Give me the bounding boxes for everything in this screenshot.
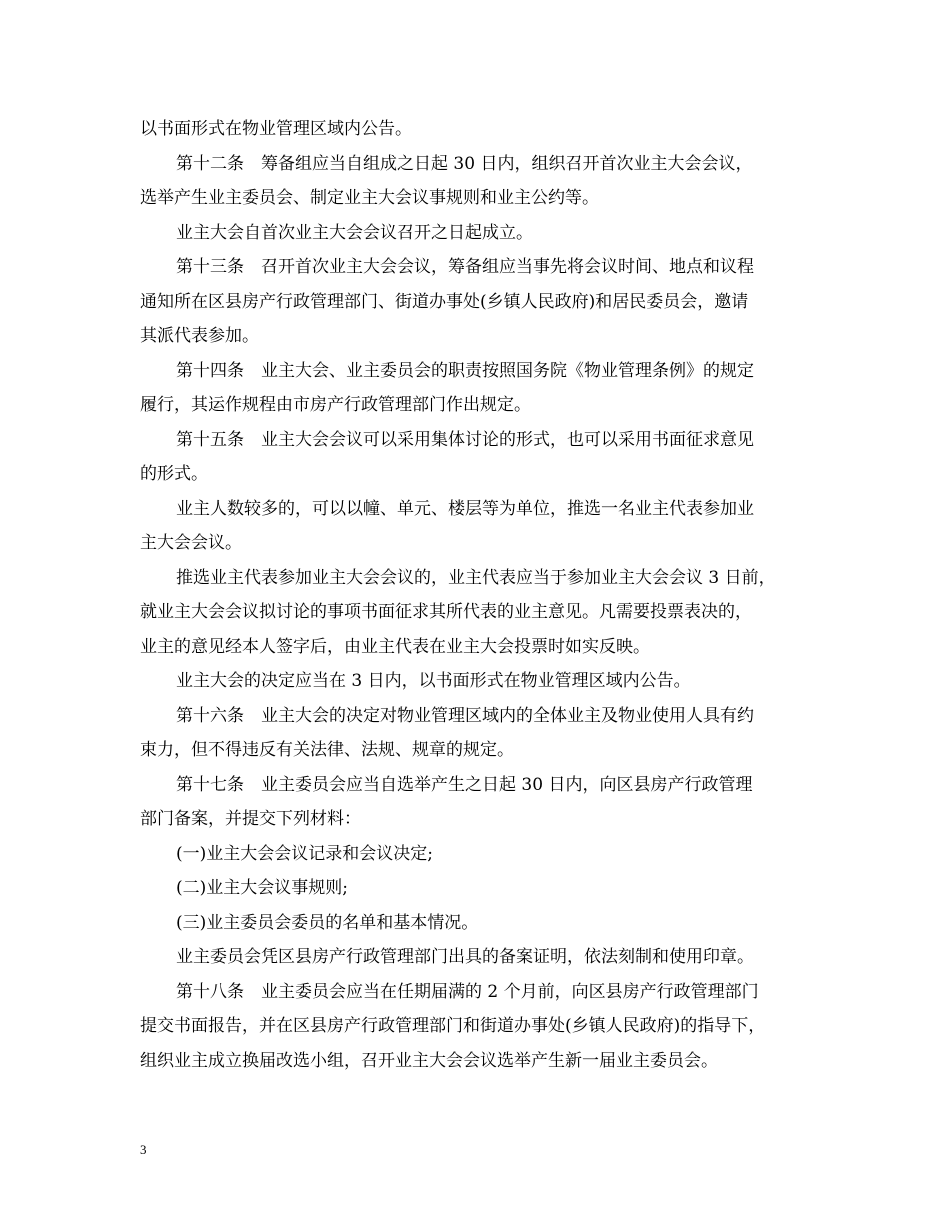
text-line: (二)业主大会议事规则; (176, 878, 348, 898)
text-line: 第十五条 业主大会会议可以采用集体讨论的形式，也可以采用书面征求意见 (176, 429, 754, 450)
text-line: 通知所在区县房产行政管理部门、街道办事处(乡镇人民政府)和居民委员会，邀请 (140, 291, 749, 312)
text-line: 主大会会议。 (140, 533, 242, 553)
text-line: 第十三条 召开首次业主大会会议，筹备组应当事先将会议时间、地点和议程 (176, 257, 754, 277)
text-line: (三)业主委员会委员的名单和基本情况。 (176, 912, 479, 933)
text-line: 业主人数较多的，可以以幢、单元、楼层等为单位，推选一名业主代表参加业 (176, 498, 754, 519)
text-line: 组织业主成立换届改选小组，召开业主大会会议选举产生新一届业主委员会。 (140, 1050, 718, 1071)
text-line: 以书面形式在物业管理区域内公告。 (140, 119, 412, 139)
text-line: 业主大会自首次业主大会会议召开之日起成立。 (176, 222, 533, 243)
text-line: 推选业主代表参加业主大会会议的，业主代表应当于参加业主大会会议 3 日前， (176, 567, 776, 588)
text-line: (一)业主大会会议记录和会议决定; (176, 843, 433, 864)
text-line: 第十六条 业主大会的决定对物业管理区域内的全体业主及物业使用人具有约 (176, 705, 754, 726)
text-line: 部门备案，并提交下列材料： (140, 809, 361, 829)
text-line: 提交书面报告，并在区县房产行政管理部门和街道办事处(乡镇人民政府)的指导下， (140, 1016, 766, 1036)
text-line: 其派代表参加。 (140, 326, 259, 346)
body-text (140, 112, 812, 1078)
text-line: 第十七条 业主委员会应当自选举产生之日起 30 日内，向区县房产行政管理 (176, 774, 753, 795)
text-line: 第十四条 业主大会、业主委员会的职责按照国务院《物业管理条例》的规定 (176, 360, 754, 381)
text-line: 业主大会的决定应当在 3 日内，以书面形式在物业管理区域内公告。 (176, 671, 691, 691)
text-line: 束力，但不得违反有关法律、法规、规章的规定。 (140, 740, 514, 760)
text-line: 业主的意见经本人签字后，由业主代表在业主大会投票时如实反映。 (140, 636, 650, 657)
text-line: 第十二条 筹备组应当自组成之日起 30 日内，组织召开首次业主大会会议， (176, 153, 753, 174)
text-line: 选举产生业主委员会、制定业主大会议事规则和业主公约等。 (140, 188, 599, 208)
text-line: 业主委员会凭区县房产行政管理部门出具的备案证明，依法刻制和使用印章。 (176, 947, 754, 967)
text-line: 履行，其运作规程由市房产行政管理部门作出规定。 (140, 395, 531, 415)
text-line: 第十八条 业主委员会应当在任期届满的 2 个月前，向区县房产行政管理部门 (176, 981, 759, 1002)
page-number: 3 (140, 1142, 147, 1157)
text-line: 的形式。 (140, 464, 208, 484)
text-line: 就业主大会会议拟讨论的事项书面征求其所代表的业主意见。凡需要投票表决的， (140, 602, 752, 622)
